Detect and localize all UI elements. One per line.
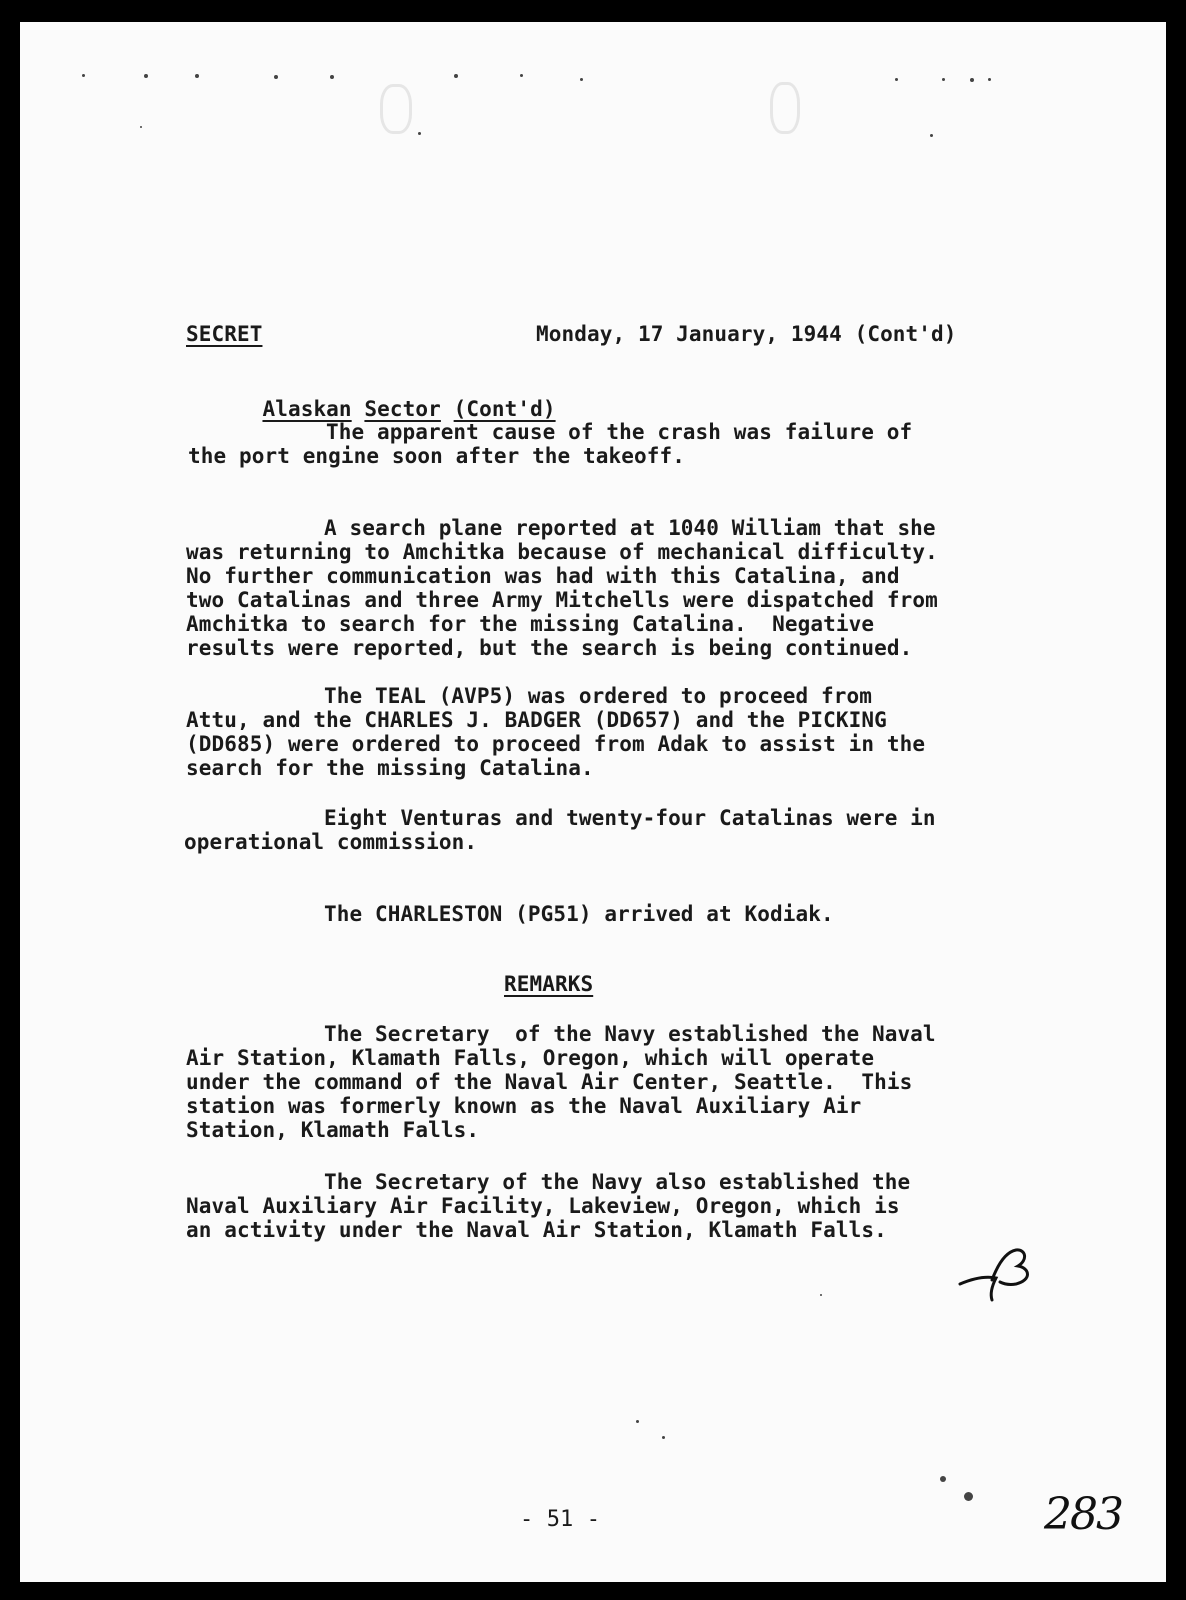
scan-speck — [580, 78, 583, 81]
scan-speck — [330, 75, 334, 79]
paragraph-line: two Catalinas and three Army Mitchells were dispatched from — [186, 588, 938, 612]
classification-label: SECRET — [186, 322, 263, 346]
scan-speck — [520, 74, 523, 77]
paragraph-line: The CHARLESTON (PG51) arrived at Kodiak. — [324, 902, 834, 926]
scan-speck — [895, 78, 898, 81]
paragraph-line: was returning to Amchitka because of mechanical difficulty. — [186, 540, 938, 564]
paragraph-line: No further communication was had with this Catalina, and — [186, 564, 900, 588]
bleed-through-mark — [770, 82, 800, 134]
paragraph-line: (DD685) were ordered to proceed from Adak to assist in the — [186, 732, 926, 756]
section-sector-word: Sector — [364, 396, 441, 421]
scan-speck — [970, 78, 974, 82]
remarks-line: an activity under the Naval Air Station, Klamath Falls. — [186, 1218, 887, 1242]
handwritten-archive-number: 283 — [1044, 1489, 1122, 1540]
scan-speck — [636, 1420, 639, 1423]
scan-speck — [454, 74, 458, 78]
scan-speck — [940, 1476, 946, 1482]
paragraph-line: A search plane reported at 1040 William that she — [324, 516, 936, 540]
remarks-line: Station, Klamath Falls. — [186, 1118, 480, 1142]
scan-speck — [274, 75, 278, 79]
paragraph-line: Amchitka to search for the missing Catalina. Negative — [186, 612, 875, 636]
page-number: - 51 - — [520, 1507, 601, 1532]
paragraph-line: operational commission. — [184, 830, 478, 854]
paragraph-line: The TEAL (AVP5) was ordered to proceed from — [324, 684, 872, 708]
scan-speck — [820, 1294, 822, 1296]
scan-speck — [964, 1492, 973, 1501]
date-line: Monday, 17 January, 1944 (Cont'd) — [536, 322, 957, 346]
remarks-line: The Secretary of the Navy also established the — [324, 1170, 911, 1194]
paragraph-line: Attu, and the CHARLES J. BADGER (DD657) and the PICKING — [186, 708, 887, 732]
scan-speck — [195, 74, 199, 78]
paragraph-line: the port engine soon after the takeoff. — [188, 444, 685, 468]
remarks-line: under the command of the Naval Air Center, Seattle. This — [186, 1070, 913, 1094]
paragraph-line: The apparent cause of the crash was failure of — [326, 420, 913, 444]
scan-speck — [662, 1436, 665, 1439]
paragraph-line: search for the missing Catalina. — [186, 756, 594, 780]
scan-speck — [418, 132, 421, 135]
paper-sheet — [20, 22, 1166, 1582]
handwritten-initial-mark — [956, 1240, 1036, 1304]
section-sector-name: Alaskan — [262, 396, 352, 421]
scan-speck — [140, 126, 142, 128]
remarks-line: The Secretary of the Navy established the Naval — [324, 1022, 936, 1046]
remarks-line: station was formerly known as the Naval Auxiliary Air — [186, 1094, 862, 1118]
scan-speck — [82, 74, 85, 77]
scan-speck — [144, 74, 148, 78]
paragraph-line: results were reported, but the search is being continued. — [186, 636, 913, 660]
remarks-line: Air Station, Klamath Falls, Oregon, which will operate — [186, 1046, 875, 1070]
scan-speck — [988, 78, 991, 81]
scan-speck — [942, 78, 945, 81]
handwritten-mark-text: ß — [956, 1240, 957, 1241]
paragraph-line: Eight Venturas and twenty-four Catalinas were in — [324, 806, 936, 830]
section-contd: (Cont'd) — [453, 396, 556, 421]
remarks-line: Naval Auxiliary Air Facility, Lakeview, Oregon, which is — [186, 1194, 900, 1218]
scan-speck — [930, 134, 933, 137]
remarks-heading: REMARKS — [504, 972, 594, 996]
bleed-through-mark — [380, 84, 412, 134]
